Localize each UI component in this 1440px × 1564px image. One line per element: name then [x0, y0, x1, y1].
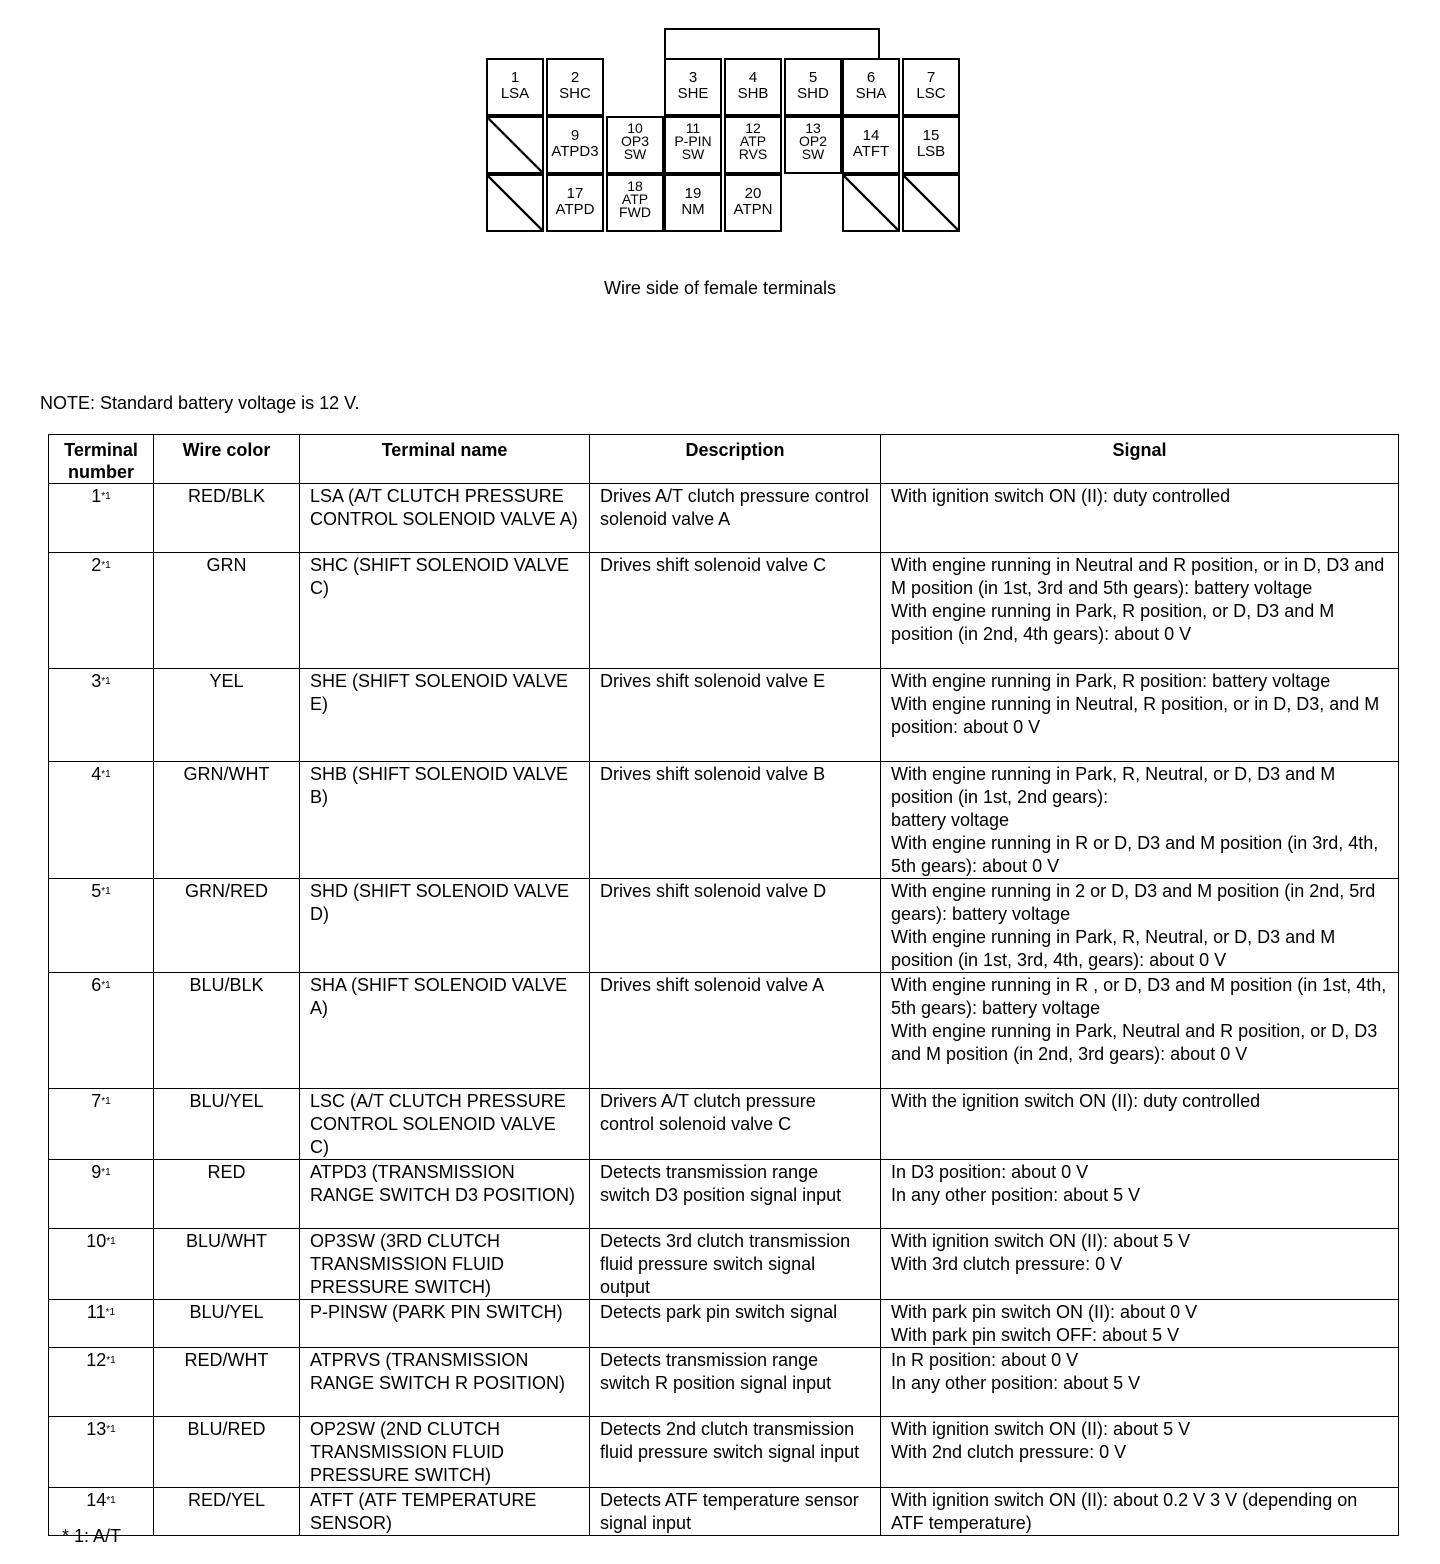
terminal-name: LSA (A/T CLUTCH PRESSURE CONTROL SOLENOID VALVE A): [300, 484, 590, 553]
description: Drives shift solenoid valve D: [590, 879, 881, 973]
terminal-footnote-mark: *1: [101, 1167, 111, 1178]
wire-color: GRN: [154, 553, 300, 669]
terminal-2: 2 SHC: [546, 58, 604, 116]
wire-color: RED/WHT: [154, 1348, 300, 1417]
connector-caption: Wire side of female terminals: [603, 278, 837, 298]
terminal-number: 6: [91, 975, 102, 995]
table-row: [49, 762, 1399, 879]
table-header-row: [49, 435, 1399, 484]
connector-key: [664, 28, 880, 60]
description: Detects transmission range switch D3 position signal input: [590, 1160, 881, 1229]
signal: In D3 position: about 0 V In any other position: about 5 V: [881, 1160, 1399, 1229]
header-terminal-name: Terminal name: [300, 435, 590, 484]
wire-color: BLU/YEL: [154, 1089, 300, 1160]
table-row: [49, 973, 1399, 1089]
table-row: [49, 1348, 1399, 1417]
terminal-6: 6 SHA: [842, 58, 900, 116]
table-row: [49, 1160, 1399, 1229]
terminal-name: SHB (SHIFT SOLENOID VALVE B): [300, 762, 590, 879]
terminal-number: 1: [91, 486, 102, 506]
signal: With ignition switch ON (II): duty controlled: [881, 484, 1399, 553]
terminal-name: SHA (SHIFT SOLENOID VALVE A): [300, 973, 590, 1089]
terminal-number: 11: [86, 1302, 106, 1322]
header-signal: Signal: [881, 435, 1399, 484]
terminal-13: 13 OP2 SW: [784, 116, 842, 174]
signal: With engine running in Park, R position: battery voltage With engine running in Neutral, R position, or in D, D3, and M position: about 0 V: [881, 669, 1399, 762]
table-row: [49, 669, 1399, 762]
terminal-number-cell: [49, 762, 154, 879]
terminal-9: 9 ATPD3: [546, 116, 604, 174]
description: Drives shift solenoid valve E: [590, 669, 881, 762]
terminal-footnote-mark: *1: [105, 1307, 116, 1318]
wire-color: RED/YEL: [154, 1488, 300, 1536]
terminal-number-cell: [49, 1348, 154, 1417]
terminal-footnote-mark: *1: [101, 769, 111, 780]
terminal-name: SHC (SHIFT SOLENOID VALVE C): [300, 553, 590, 669]
terminal-number: 10: [86, 1231, 107, 1251]
table-row: [49, 1417, 1399, 1488]
signal: With park pin switch ON (II): about 0 V With park pin switch OFF: about 5 V: [881, 1300, 1399, 1348]
terminal-number-cell: [49, 1300, 154, 1348]
terminal-17: 17 ATPD: [546, 174, 604, 232]
description: Detects ATF temperature sensor signal input: [590, 1488, 881, 1536]
terminal-name: OP3SW (3RD CLUTCH TRANSMISSION FLUID PRESSURE SWITCH): [300, 1229, 590, 1300]
terminal-footnote-mark: *1: [101, 491, 111, 502]
table-row: [49, 879, 1399, 973]
terminal-number-cell: [49, 1160, 154, 1229]
terminal-number: 7: [91, 1091, 102, 1111]
terminal-19: 19 NM: [664, 174, 722, 232]
terminal-footnote-mark: *1: [101, 886, 111, 897]
terminal-name: OP2SW (2ND CLUTCH TRANSMISSION FLUID PRESSURE SWITCH): [300, 1417, 590, 1488]
terminal-18: 18 ATP FWD: [606, 174, 664, 232]
terminal-number-cell: [49, 553, 154, 669]
terminal-footnote-mark: *1: [106, 1495, 116, 1506]
terminal-name: ATPRVS (TRANSMISSION RANGE SWITCH R POSITION): [300, 1348, 590, 1417]
terminal-14: 14 ATFT: [842, 116, 900, 174]
connector-diagram: [486, 28, 964, 238]
description: Drives shift solenoid valve A: [590, 973, 881, 1089]
terminal-3: 3 SHE: [664, 58, 722, 116]
description: Drives A/T clutch pressure control solenoid valve A: [590, 484, 881, 553]
wire-color: BLU/WHT: [154, 1229, 300, 1300]
terminal-7: 7 LSC: [902, 58, 960, 116]
terminal-name: ATFT (ATF TEMPERATURE SENSOR): [300, 1488, 590, 1536]
terminal-number-cell: [49, 879, 154, 973]
signal: With engine running in Park, R, Neutral, or D, D3 and M position (in 1st, 2nd gears): battery voltage With engine running in R or D, D3 and M position (in 3rd, 4th, 5th gears): about 0 V: [881, 762, 1399, 879]
signal: With ignition switch ON (II): about 5 V With 2nd clutch pressure: 0 V: [881, 1417, 1399, 1488]
terminal-number: 3: [91, 671, 102, 691]
wire-color: GRN/RED: [154, 879, 300, 973]
wire-color: BLU/YEL: [154, 1300, 300, 1348]
signal: With engine running in Neutral and R position, or in D, D3 and M position (in 1st, 3rd and 5th gears): battery voltage With engine running in Park, R position, or D, D3 and M position (in 2nd, 4th gears): about 0 V: [881, 553, 1399, 669]
terminal-table: [48, 434, 1399, 1536]
terminal-5: 5 SHD: [784, 58, 842, 116]
table-row: [49, 1089, 1399, 1160]
terminal-name: ATPD3 (TRANSMISSION RANGE SWITCH D3 POSITION): [300, 1160, 590, 1229]
terminal-footnote-mark: *1: [101, 560, 111, 571]
terminal-footnote-mark: *1: [106, 1355, 116, 1366]
terminal-empty: [486, 116, 544, 174]
description: Detects transmission range switch R position signal input: [590, 1348, 881, 1417]
wire-color: RED: [154, 1160, 300, 1229]
terminal-footnote-mark: *1: [106, 1236, 116, 1247]
terminal-number: 12: [86, 1350, 107, 1370]
terminal-20: 20 ATPN: [724, 174, 782, 232]
table-row: [49, 1488, 1399, 1536]
terminal-11: 11 P-PIN SW: [664, 116, 722, 174]
terminal-number: 2: [91, 555, 102, 575]
wire-color: BLU/BLK: [154, 973, 300, 1089]
terminal-10: 10 OP3 SW: [606, 116, 664, 174]
signal: With engine running in 2 or D, D3 and M position (in 2nd, 5rd gears): battery voltage With engine running in Park, R, Neutral, or D, D3 and M position (in 1st, 3rd, 4th, gears): about 0 V: [881, 879, 1399, 973]
description: Drivers A/T clutch pressure control solenoid valve C: [590, 1089, 881, 1160]
terminal-number: 4: [91, 764, 102, 784]
description: Detects 2nd clutch transmission fluid pressure switch signal input: [590, 1417, 881, 1488]
terminal-number-cell: [49, 1417, 154, 1488]
battery-note: NOTE: Standard battery voltage is 12 V.: [40, 393, 360, 413]
terminal-footnote-mark: *1: [106, 1424, 116, 1435]
terminal-15: 15 LSB: [902, 116, 960, 174]
description: Detects 3rd clutch transmission fluid pressure switch signal output: [590, 1229, 881, 1300]
signal: In R position: about 0 V In any other position: about 5 V: [881, 1348, 1399, 1417]
terminal-number-cell: [49, 484, 154, 553]
terminal-footnote-mark: *1: [101, 980, 111, 991]
terminal-empty: [902, 174, 960, 232]
terminal-number: 14: [86, 1490, 107, 1510]
header-description: Description: [590, 435, 881, 484]
terminal-number-cell: [49, 669, 154, 762]
signal: With the ignition switch ON (II): duty controlled: [881, 1089, 1399, 1160]
table-row: [49, 553, 1399, 669]
signal: With ignition switch ON (II): about 5 V With 3rd clutch pressure: 0 V: [881, 1229, 1399, 1300]
terminal-empty: [486, 174, 544, 232]
terminal-number: 5: [91, 881, 102, 901]
terminal-name: SHD (SHIFT SOLENOID VALVE D): [300, 879, 590, 973]
terminal-number: 13: [86, 1419, 107, 1439]
terminal-name: LSC (A/T CLUTCH PRESSURE CONTROL SOLENOID VALVE C): [300, 1089, 590, 1160]
wire-color: YEL: [154, 669, 300, 762]
wire-color: GRN/WHT: [154, 762, 300, 879]
terminal-1: 1 LSA: [486, 58, 544, 116]
terminal-empty: [842, 174, 900, 232]
table-row: [49, 484, 1399, 553]
description: Drives shift solenoid valve B: [590, 762, 881, 879]
description: Detects park pin switch signal: [590, 1300, 881, 1348]
terminal-number: 9: [91, 1162, 102, 1182]
description: Drives shift solenoid valve C: [590, 553, 881, 669]
terminal-12: 12 ATP RVS: [724, 116, 782, 174]
wire-color: BLU/RED: [154, 1417, 300, 1488]
terminal-footnote-mark: *1: [101, 676, 111, 687]
wire-color: RED/BLK: [154, 484, 300, 553]
terminal-name: SHE (SHIFT SOLENOID VALVE E): [300, 669, 590, 762]
signal: With engine running in R , or D, D3 and M position (in 1st, 4th, 5th gears): battery voltage With engine running in Park, Neutral and R position, or D, D3 and M position (in 2nd, 3rd gears): about 0 V: [881, 973, 1399, 1089]
terminal-4: 4 SHB: [724, 58, 782, 116]
terminal-number-cell: [49, 1229, 154, 1300]
header-terminal-number: Terminal number: [49, 435, 154, 484]
terminal-footnote-mark: *1: [101, 1096, 111, 1107]
header-wire-color: Wire color: [154, 435, 300, 484]
terminal-name: P-PINSW (PARK PIN SWITCH): [300, 1300, 590, 1348]
table-row: [49, 1300, 1399, 1348]
table-row: [49, 1229, 1399, 1300]
signal: With ignition switch ON (II): about 0.2 V 3 V (depending on ATF temperature): [881, 1488, 1399, 1536]
terminal-number-cell: [49, 973, 154, 1089]
terminal-number-cell: [49, 1089, 154, 1160]
footnote: * 1: A/T: [62, 1526, 122, 1546]
